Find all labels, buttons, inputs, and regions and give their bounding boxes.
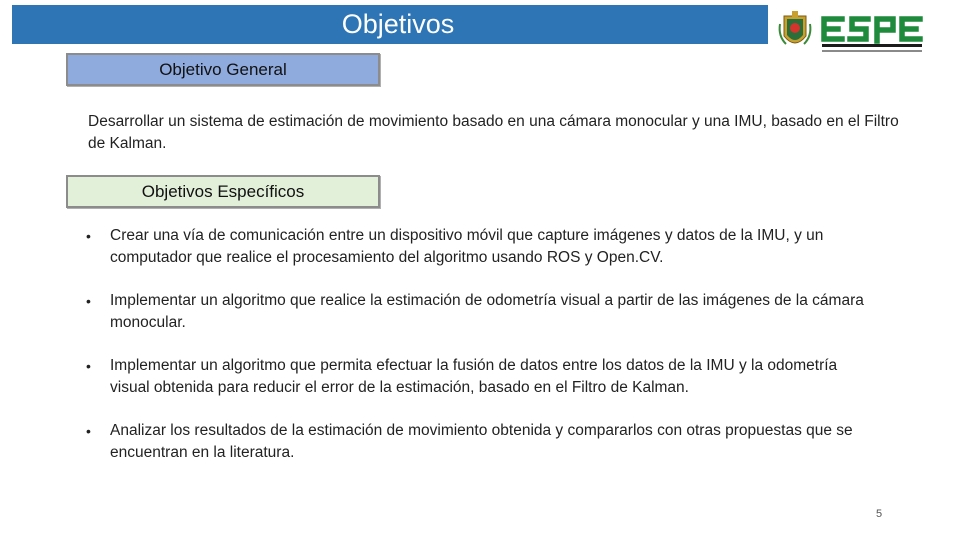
list-item xyxy=(86,225,876,269)
title-bar xyxy=(12,5,768,44)
espe-logo xyxy=(776,6,956,56)
bullet-icon: • xyxy=(86,228,91,244)
objetivo-general-text: Desarrollar un sistema de estimación de movimiento basado en una cámara monocular y una IMU, basado en el Filtro de Kalman. xyxy=(88,113,899,152)
espe-logo-graphic xyxy=(776,6,956,56)
list-item-text: Analizar los resultados de la estimación de movimiento obtenida y compararlos con otras propuestas que se encuentran en la literatura. xyxy=(110,422,853,461)
objetivo-general-heading: Objetivo General xyxy=(66,53,380,86)
crest-icon xyxy=(780,11,811,44)
bullet-icon: • xyxy=(86,423,91,439)
bullet-icon: • xyxy=(86,293,91,309)
objetivos-especificos-heading: Objetivos Específicos xyxy=(66,175,380,208)
list-item xyxy=(86,420,876,464)
list-item xyxy=(86,290,876,334)
list-item-text: Crear una vía de comunicación entre un dispositivo móvil que capture imágenes y datos de la IMU, y un computador que realice el procesamiento del algoritmo usando ROS y Open.CV. xyxy=(110,227,824,266)
list-item xyxy=(86,355,876,399)
objetivos-especificos-list xyxy=(86,225,876,485)
slide-title: Objetivos xyxy=(341,9,455,39)
page-number: 5 xyxy=(876,508,883,520)
espe-wordmark xyxy=(824,19,920,41)
bullet-icon: • xyxy=(86,358,91,374)
list-item-text: Implementar un algoritmo que permita efectuar la fusión de datos entre los datos de la IMU y la odometría visual obtenida para reducir el error de la estimación, basado en el Filtro de Kalman. xyxy=(110,357,838,396)
list-item-text: Implementar un algoritmo que realice la estimación de odometría visual a partir de las imágenes de la cámara monocular. xyxy=(110,292,864,331)
